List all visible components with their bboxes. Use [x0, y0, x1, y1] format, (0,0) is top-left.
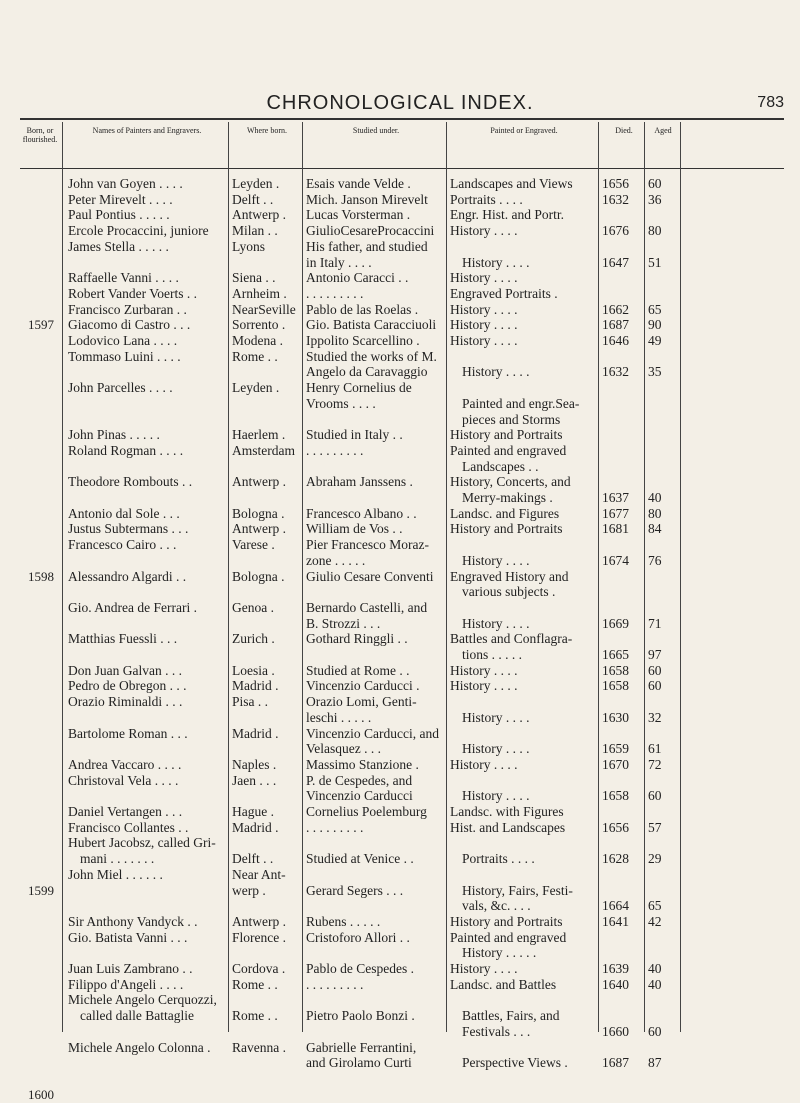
studied-cell: in Italy . . . . [306, 254, 372, 270]
died-cell: 1687 [602, 1055, 629, 1071]
where-cell: Delft . . [232, 191, 274, 207]
col-died-header: Died. [615, 126, 633, 135]
aged-cell: 97 [648, 647, 662, 662]
studied-cell: GiulioCesareProcaccini [306, 223, 435, 239]
col-studied-header: Studied under. [352, 126, 400, 135]
aged-cell: 36 [648, 191, 662, 207]
died-cell: 1664 [602, 898, 629, 914]
name-cell: Michele Angelo Colonna . [68, 1039, 211, 1055]
studied-cell: Pablo de Cespedes . [306, 961, 414, 976]
where-cell: Arnheim . [232, 285, 287, 301]
aged-cell: 35 [648, 364, 662, 380]
header-rule [20, 168, 784, 169]
name-cell: Don Juan Galvan . . . [68, 662, 182, 678]
aged-cell: 51 [648, 254, 662, 270]
studied-cell: Vincenzio Carducci, and [306, 725, 440, 741]
where-cell: Naples . [232, 756, 277, 772]
studied-cell: Vincenzio Carducci . [306, 678, 420, 694]
aged-cell: 80 [648, 223, 662, 239]
name-cell: Gio. Batista Vanni . . . [68, 929, 188, 945]
studied-cell: Lucas Vorsterman . [306, 207, 411, 223]
aged-cell: 65 [648, 898, 662, 914]
painted-cell: Battles and Conflagra- [450, 631, 573, 647]
page-title: CHRONOLOGICAL INDEX. [266, 92, 534, 114]
died-cell: 1628 [602, 851, 629, 867]
died-cell: 1656 [602, 176, 629, 191]
col-divider [302, 122, 303, 1032]
where-cell: Milan . . [232, 223, 278, 239]
aged-cell: 72 [648, 756, 662, 772]
where-cell: Cordova . [232, 961, 286, 976]
studied-cell: Studied the works of M. [306, 348, 437, 364]
col-divider [680, 122, 681, 1032]
col-divider [62, 122, 63, 1032]
where-cell: Antwerp . [232, 474, 286, 490]
year-marker: 1597 [28, 317, 54, 333]
painted-cell: History . . . . [450, 961, 518, 976]
painted-cell: Engraved Portraits . [450, 285, 558, 301]
where-cell: werp . [232, 882, 266, 898]
painted-cell: History . . . . [462, 552, 530, 568]
name-cell: Orazio Riminaldi . . . [68, 694, 183, 710]
studied-cell: . . . . . . . . . [306, 976, 364, 992]
died-cell: 1681 [602, 521, 629, 537]
name-cell: Pedro de Obregon . . . [68, 678, 187, 694]
page-number: 783 [757, 94, 784, 111]
aged-cell: 40 [648, 490, 662, 505]
where-cell: Bologna . [232, 505, 285, 521]
where-cell: Pisa . . [232, 694, 269, 710]
painted-cell: Festivals . . . [462, 1023, 531, 1039]
aged-cell: 40 [648, 961, 662, 976]
aged-cell: 60 [648, 788, 662, 804]
where-cell: Genoa . [232, 599, 274, 615]
where-cell: NearSeville [232, 301, 296, 317]
painted-cell: Landsc. and Battles [450, 976, 557, 992]
studied-cell: Ippolito Scarcellino . [306, 333, 420, 348]
painted-cell: History and Portraits [450, 427, 563, 443]
studied-cell: Studied at Venice . . [306, 851, 414, 867]
painted-cell: Battles, Fairs, and [462, 1008, 560, 1024]
where-cell: Madrid . [232, 678, 279, 694]
where-cell: Ravenna . [232, 1039, 286, 1055]
died-cell: 1677 [602, 505, 629, 521]
aged-cell: 65 [648, 301, 662, 317]
aged-cell: 60 [648, 176, 662, 191]
name-cell: Francisco Collantes . . [68, 819, 189, 835]
painted-cell: Merry-makings . [462, 490, 553, 505]
col-painted-header: Painted or Engraved. [490, 126, 558, 135]
col-name-header: Names of Painters and Engravers. [92, 126, 202, 135]
painted-cell: History . . . . [450, 301, 518, 317]
died-cell: 1639 [602, 961, 629, 976]
col-born-header: Born, or flourished. [22, 126, 58, 144]
painted-cell: Engraved History and [450, 568, 569, 584]
where-cell: Loesia . [232, 662, 275, 678]
col-aged-header: Aged [654, 126, 672, 135]
name-cell: Matthias Fuessli . . . [68, 631, 178, 647]
name-cell: Sir Anthony Vandyck . . [68, 913, 198, 929]
died-cell: 1658 [602, 678, 629, 694]
name-cell: Roland Rogman . . . . [68, 442, 184, 458]
aged-cell: 87 [648, 1055, 662, 1071]
where-cell: Haerlem . [232, 427, 286, 443]
painted-cell: History . . . . [450, 270, 518, 286]
name-cell: Ercole Procaccini, juniore [68, 223, 209, 239]
died-cell: 1658 [602, 788, 629, 804]
studied-cell: Mich. Janson Mirevelt [306, 191, 428, 207]
painted-cell: Landsc. and Figures [450, 505, 560, 521]
name-cell: John Parcelles . . . . [68, 380, 173, 396]
painted-cell: History . . . . [450, 662, 518, 678]
studied-cell: Francesco Albano . . [306, 505, 417, 521]
name-cell: Christoval Vela . . . . [68, 772, 179, 788]
died-cell: 1674 [602, 552, 629, 568]
aged-cell: 60 [648, 662, 662, 678]
studied-cell: Gabrielle Ferrantini, [306, 1039, 417, 1055]
year-marker: 1598 [28, 568, 54, 584]
painted-cell: History . . . . [462, 709, 530, 725]
died-cell: 1637 [602, 490, 629, 505]
studied-cell: Bernardo Castelli, and [306, 599, 428, 615]
aged-cell: 32 [648, 709, 662, 725]
where-cell: Bologna . [232, 568, 285, 584]
studied-cell: Rubens . . . . . [306, 913, 381, 929]
studied-cell: leschi . . . . . [306, 709, 372, 725]
where-cell: Siena . . [232, 270, 276, 286]
name-cell: Bartolome Roman . . . [68, 725, 188, 741]
where-cell: Antwerp . [232, 913, 286, 929]
painted-cell: Portraits . . . . [462, 851, 535, 867]
died-cell: 1656 [602, 819, 629, 835]
painted-cell: History . . . . [462, 741, 530, 757]
died-cell: 1632 [602, 364, 629, 380]
aged-cell: 71 [648, 615, 662, 631]
studied-cell: Massimo Stanzione . [306, 756, 419, 772]
aged-cell: 60 [648, 678, 662, 694]
aged-cell: 76 [648, 552, 662, 568]
name-cell: Francisco Zurbaran . . [68, 301, 187, 317]
name-cell: called dalle Battaglie [80, 1008, 194, 1024]
painted-cell: Perspective Views . [462, 1055, 568, 1071]
painted-cell: Portraits . . . . [450, 191, 523, 207]
page-header [0, 0, 800, 115]
where-cell: Lyons [232, 238, 266, 254]
painted-cell: pieces and Storms [462, 411, 561, 427]
died-cell: 1662 [602, 301, 629, 317]
name-cell: John Miel . . . . . . [68, 866, 163, 882]
painted-cell: History . . . . [462, 615, 530, 631]
died-cell: 1658 [602, 662, 629, 678]
where-cell: Jaen . . . [232, 772, 277, 788]
studied-cell: and Girolamo Curti [306, 1055, 412, 1071]
name-cell: Hubert Jacobsz, called Gri- [68, 835, 216, 851]
where-cell: Antwerp . [232, 521, 286, 537]
painted-cell: History . . . . [450, 317, 518, 333]
painted-cell: Engr. Hist. and Portr. [450, 207, 564, 223]
studied-cell: P. de Cespedes, and [306, 772, 413, 788]
col-divider [598, 122, 599, 1032]
name-cell: Antonio dal Sole . . . [68, 505, 180, 521]
aged-cell: 84 [648, 521, 662, 537]
name-cell: Peter Mirevelt . . . . [68, 191, 173, 207]
top-rule [20, 118, 784, 120]
aged-cell: 29 [648, 851, 662, 867]
where-cell: Madrid . [232, 725, 279, 741]
name-cell: Giacomo di Castro . . . [68, 317, 191, 333]
studied-cell: Pietro Paolo Bonzi . [306, 1008, 415, 1024]
col-divider [228, 122, 229, 1032]
where-cell: Near Ant- [232, 866, 286, 882]
name-cell: Juan Luis Zambrano . . [68, 961, 193, 976]
name-cell: Raffaelle Vanni . . . . [68, 270, 179, 286]
name-cell: Justus Subtermans . . . [68, 521, 189, 537]
name-cell: Theodore Rombouts . . [68, 474, 193, 490]
where-cell: Florence . [232, 929, 286, 945]
where-cell: Sorrento . [232, 317, 286, 333]
painted-cell: History . . . . [462, 254, 530, 270]
studied-cell: Cristoforo Allori . . [306, 929, 410, 945]
aged-cell: 80 [648, 505, 662, 521]
studied-cell: Vrooms . . . . [306, 395, 376, 411]
studied-cell: Orazio Lomi, Genti- [306, 694, 417, 710]
painted-cell: History . . . . [462, 364, 530, 380]
studied-cell: . . . . . . . . . [306, 285, 364, 301]
painted-cell: History . . . . [462, 788, 530, 804]
died-cell: 1630 [602, 709, 629, 725]
died-cell: 1647 [602, 254, 629, 270]
where-cell: Leyden . [232, 380, 280, 396]
painted-cell: Painted and engr.Sea- [462, 395, 580, 411]
painted-cell: History and Portraits [450, 521, 563, 537]
aged-cell: 90 [648, 317, 662, 333]
studied-cell: Esais vande Velde . [306, 176, 411, 191]
studied-cell: Angelo da Caravaggio [306, 364, 428, 380]
name-cell: Alessandro Algardi . . [68, 568, 187, 584]
died-cell: 1641 [602, 913, 629, 929]
name-cell: Lodovico Lana . . . . [68, 333, 178, 348]
where-cell: Varese . [232, 537, 275, 553]
died-cell: 1632 [602, 191, 629, 207]
name-cell: Filippo d'Angeli . . . . [68, 976, 184, 992]
painted-cell: History, Concerts, and [450, 474, 571, 490]
studied-cell: Pier Francesco Moraz- [306, 537, 429, 553]
where-cell: Rome . . [232, 348, 278, 364]
died-cell: 1659 [602, 741, 629, 757]
year-marker: 1599 [28, 882, 54, 898]
studied-cell: Cornelius Poelemburg [306, 804, 427, 819]
where-cell: Delft . . [232, 851, 274, 867]
studied-cell: Pablo de las Roelas . [306, 301, 419, 317]
studied-cell: William de Vos . . [306, 521, 403, 537]
painted-cell: History and Portraits [450, 913, 563, 929]
studied-cell: zone . . . . . [306, 552, 366, 568]
name-cell: Francesco Cairo . . . [68, 537, 177, 553]
painted-cell: History . . . . . [462, 945, 537, 961]
aged-cell: 61 [648, 741, 662, 757]
name-cell: John van Goyen . . . . [68, 176, 183, 191]
painted-cell: History . . . . [450, 678, 518, 694]
aged-cell: 60 [648, 1023, 662, 1039]
painted-cell: Hist. and Landscapes [450, 819, 566, 835]
where-cell: Rome . . [232, 976, 278, 992]
studied-cell: Velasquez . . . [306, 741, 381, 757]
died-cell: 1665 [602, 647, 629, 662]
name-cell: mani . . . . . . . [80, 851, 155, 867]
name-cell: Robert Vander Voerts . . [68, 285, 197, 301]
aged-cell: 40 [648, 976, 662, 992]
painted-cell: Painted and engraved [450, 929, 567, 945]
studied-cell: . . . . . . . . . [306, 442, 364, 458]
painted-cell: Landscapes and Views [450, 176, 573, 191]
name-cell: John Pinas . . . . . [68, 427, 160, 443]
name-cell: Paul Pontius . . . . . [68, 207, 170, 223]
studied-cell: His father, and studied [306, 238, 428, 254]
aged-cell: 49 [648, 333, 662, 348]
died-cell: 1646 [602, 333, 629, 348]
died-cell: 1676 [602, 223, 629, 239]
studied-cell: Gerard Segers . . . [306, 882, 404, 898]
studied-cell: Antonio Caracci . . [306, 270, 409, 286]
died-cell: 1640 [602, 976, 629, 992]
painted-cell: Landscapes . . [462, 458, 539, 474]
name-cell: Andrea Vaccaro . . . . [68, 756, 182, 772]
died-cell: 1660 [602, 1023, 629, 1039]
studied-cell: Studied in Italy . . [306, 427, 403, 443]
col-where-header: Where born. [247, 126, 287, 135]
studied-cell: Vincenzio Carducci [306, 788, 413, 804]
painted-cell: Painted and engraved [450, 442, 567, 458]
died-cell: 1687 [602, 317, 629, 333]
painted-cell: History . . . . [450, 756, 518, 772]
where-cell: Amsterdam [232, 442, 295, 458]
name-cell: Michele Angelo Cerquozzi, [68, 992, 217, 1008]
painted-cell: History . . . . [450, 223, 518, 239]
painted-cell: vals, &c. . . . [462, 898, 531, 914]
died-cell: 1670 [602, 756, 629, 772]
where-cell: Rome . . [232, 1008, 278, 1024]
studied-cell: Studied at Rome . . [306, 662, 410, 678]
where-cell: Zurich . [232, 631, 275, 647]
aged-cell: 57 [648, 819, 662, 835]
died-cell: 1669 [602, 615, 629, 631]
name-cell: James Stella . . . . . [68, 238, 169, 254]
where-cell: Leyden . [232, 176, 280, 191]
where-cell: Madrid . [232, 819, 279, 835]
studied-cell: . . . . . . . . . [306, 819, 364, 835]
painted-cell: various subjects . [462, 584, 556, 600]
name-cell: Tommaso Luini . . . . [68, 348, 181, 364]
studied-cell: Gio. Batista Caracciuoli [306, 317, 437, 333]
aged-cell: 42 [648, 913, 662, 929]
year-marker: 1600 [28, 1086, 54, 1102]
col-divider [446, 122, 447, 1032]
studied-cell: B. Strozzi . . . [306, 615, 381, 631]
name-cell: Daniel Vertangen . . . [68, 804, 183, 819]
name-cell: Gio. Andrea de Ferrari . [68, 599, 197, 615]
col-divider [644, 122, 645, 1032]
studied-cell: Giulio Cesare Conventi [306, 568, 434, 584]
painted-cell: Landsc. with Figures [450, 804, 564, 819]
painted-cell: History . . . . [450, 333, 518, 348]
painted-cell: History, Fairs, Festi- [462, 882, 573, 898]
where-cell: Modena . [232, 333, 283, 348]
painted-cell: tions . . . . . [462, 647, 523, 662]
where-cell: Antwerp . [232, 207, 286, 223]
studied-cell: Gothard Ringgli . . [306, 631, 408, 647]
studied-cell: Abraham Janssens . [306, 474, 413, 490]
where-cell: Hague . [232, 804, 274, 819]
studied-cell: Henry Cornelius de [306, 380, 412, 396]
